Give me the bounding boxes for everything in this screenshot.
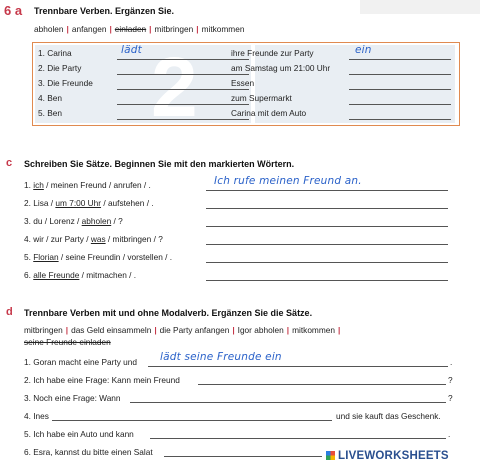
sentence-end: ? <box>448 393 453 403</box>
sentence-prompt: 1. ich / meinen Freund / anrufen / . <box>24 180 151 190</box>
word-bank-a: abholen | anfangen | einladen | mitbringen | mitkommen <box>34 24 245 34</box>
sentence-prompt: 2. Lisa / um 7:00 Uhr / aufstehen / . <box>24 198 154 208</box>
answer-line[interactable] <box>198 384 446 385</box>
sentence-end: und sie kauft das Geschenk. <box>336 411 441 421</box>
sentence-prompt: 3. du / Lorenz / abholen / ? <box>24 216 123 226</box>
answer-line[interactable] <box>349 74 451 75</box>
fill-sentence: 6. Esra, kannst du bitte einen Salat <box>24 447 153 457</box>
answer-a1-left[interactable]: lädt <box>121 44 142 56</box>
answer-line[interactable] <box>164 456 322 457</box>
answer-line[interactable] <box>52 420 332 421</box>
answer-line[interactable] <box>206 226 448 227</box>
sentence-prompt: 4. wir / zur Party / was / mitbringen / ? <box>24 234 163 244</box>
exercise-number-d: d <box>6 306 13 318</box>
liveworksheets-logo[interactable]: LIVEWORKSHEETS <box>326 450 449 462</box>
heading-d: Trennbare Verben mit und ohne Modalverb. Ergänzen Sie die Sätze. <box>24 308 313 318</box>
sentence-prompt: 6. alle Freunde / mitmachen / . <box>24 270 137 280</box>
right-row-label: ihre Freunde zur Party <box>231 48 314 58</box>
exercise-number-c: c <box>6 157 13 169</box>
heading-c: Schreiben Sie Sätze. Beginnen Sie mit den markierten Wörtern. <box>24 159 295 169</box>
answer-line[interactable] <box>349 119 451 120</box>
answer-line[interactable] <box>117 74 249 75</box>
right-row-label: Carina mit dem Auto <box>231 108 307 118</box>
answer-line[interactable] <box>206 262 448 263</box>
sentence-prompt: 5. Florian / seine Freundin / vorstellen / . <box>24 252 173 262</box>
word-anfangen: anfangen <box>71 24 107 34</box>
left-row-label: 1. Carina <box>38 48 72 58</box>
word-mitbringen: mitbringen <box>154 24 194 34</box>
answer-line[interactable] <box>148 366 448 367</box>
word-abholen: abholen <box>34 24 64 34</box>
sentence-end: . <box>450 357 453 367</box>
word-bank-d: mitbringen | das Geld einsammeln | die Party anfangen | Igor abholen | mitkommen | <box>24 325 341 335</box>
answer-line[interactable] <box>130 402 446 403</box>
fill-sentence: 3. Noch eine Frage: Wann <box>24 393 121 403</box>
left-row-label: 3. Die Freunde <box>38 78 93 88</box>
answer-line[interactable] <box>206 190 448 191</box>
word-mitkommen: mitkommen <box>201 24 245 34</box>
fill-sentence: 4. Ines <box>24 411 49 421</box>
fill-sentence: 5. Ich habe ein Auto und kann <box>24 429 134 439</box>
fill-sentence: 1. Goran macht eine Party und <box>24 357 137 367</box>
answer-line[interactable] <box>117 104 249 105</box>
right-row-label: zum Supermarkt <box>231 93 292 103</box>
answer-line[interactable] <box>349 104 451 105</box>
right-row-label: Essen <box>231 78 255 88</box>
left-row-label: 5. Ben <box>38 108 62 118</box>
match-table <box>32 40 460 134</box>
fill-sentence: 2. Ich habe eine Frage: Kann mein Freund <box>24 375 180 385</box>
heading-a: Trennbare Verben. Ergänzen Sie. <box>34 6 175 16</box>
logo-grid-icon <box>326 451 335 460</box>
answer-line[interactable] <box>117 119 249 120</box>
answer-line[interactable] <box>349 59 451 60</box>
word-einladen: einladen <box>114 24 147 34</box>
answer-line[interactable] <box>349 89 451 90</box>
answer-line[interactable] <box>150 438 446 439</box>
right-row-label: am Samstag um 21:00 Uhr <box>231 63 331 73</box>
answer-line[interactable] <box>117 89 249 90</box>
answer-line[interactable] <box>117 59 249 60</box>
answer-line[interactable] <box>206 280 448 281</box>
answer-line[interactable] <box>206 244 448 245</box>
watermark-number: 2 <box>151 40 198 134</box>
sentence-end: . <box>448 429 451 439</box>
answer-a1-right[interactable]: ein <box>355 44 372 56</box>
sentence-end: ? <box>448 375 453 385</box>
top-decoration <box>360 0 480 14</box>
answer-line[interactable] <box>206 208 448 209</box>
answer-c1[interactable]: Ich rufe meinen Freund an. <box>214 175 362 187</box>
left-row-label: 4. Ben <box>38 93 62 103</box>
exercise-number-a: 6 a <box>4 3 23 18</box>
word-bank-d-struck: seine Freunde einladen <box>24 337 111 347</box>
answer-d1[interactable]: lädt seine Freunde ein <box>160 351 282 363</box>
left-row-label: 2. Die Party <box>38 63 82 73</box>
